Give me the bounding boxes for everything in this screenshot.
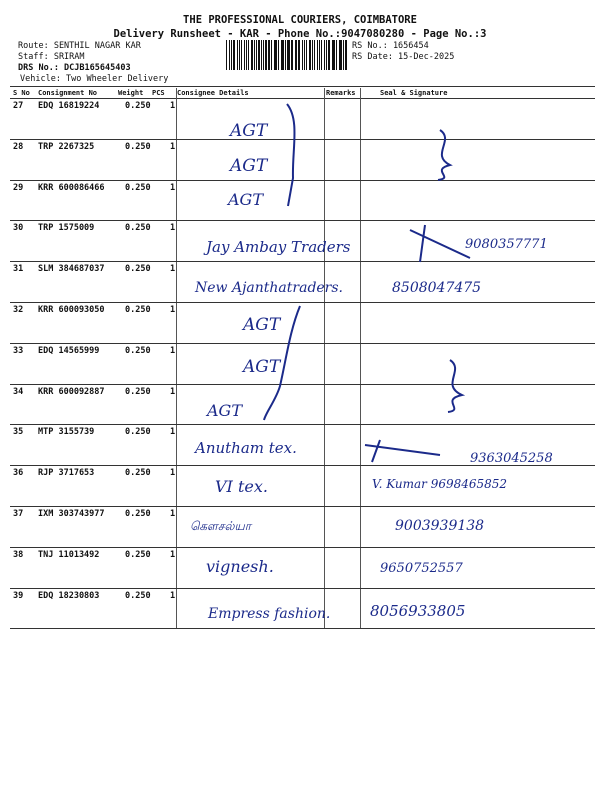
- cell-sno: 31: [13, 264, 24, 275]
- handwriting-consignee: VI tex.: [215, 477, 268, 496]
- cell-weight: 0.250: [125, 590, 151, 601]
- cell-sno: 32: [13, 305, 24, 315]
- cell-weight: 0.250: [125, 223, 151, 234]
- barcode-bar: [282, 40, 283, 70]
- col-seal-signature: Seal & Signature: [380, 89, 448, 97]
- table-row-rule: [10, 220, 595, 221]
- table-row-rule: [10, 261, 595, 262]
- cell-consignment: EDQ 18230803: [38, 590, 100, 601]
- table-row-rule: [10, 384, 595, 385]
- bracket-stroke-top: [287, 104, 295, 206]
- barcode-bar: [233, 40, 235, 70]
- handwriting-consignee: Anutham tex.: [195, 439, 297, 457]
- cell-pcs: 1: [170, 427, 176, 438]
- barcode-bar: [278, 40, 279, 70]
- barcode-bar: [340, 40, 341, 70]
- handwriting-signature: 9080357771: [465, 237, 548, 252]
- handwriting-consignee: AGT: [243, 315, 281, 335]
- col-remarks: Remarks: [326, 89, 356, 97]
- barcode-bar: [241, 40, 242, 70]
- barcode-bar: [302, 40, 303, 70]
- cell-sno: 34: [13, 386, 24, 397]
- cell-weight: 0.250: [125, 386, 151, 397]
- col-consignment: Consignment No: [38, 89, 98, 97]
- barcode-bar: [317, 40, 318, 70]
- barcode-bar: [226, 40, 227, 70]
- bracket-stroke-bottom: [264, 306, 300, 420]
- signature-scribble: [448, 360, 462, 412]
- handwriting-signature: 9363045258: [470, 451, 553, 466]
- barcode-bar: [324, 40, 325, 70]
- table-row-rule: [10, 506, 595, 507]
- barcode-bar: [254, 40, 255, 70]
- barcode-bar: [326, 40, 327, 70]
- cell-sno: 36: [13, 468, 24, 479]
- cell-consignment: EDQ 14565999: [38, 345, 100, 356]
- page-title: THE PROFESSIONAL COURIERS, COIMBATORE: [183, 14, 417, 26]
- barcode-bar: [265, 40, 266, 70]
- barcode-bar: [281, 40, 282, 70]
- table-row-rule: [10, 302, 595, 303]
- barcode-bar: [248, 40, 249, 70]
- handwriting-signature: V. Kumar 9698465852: [372, 477, 508, 491]
- barcode-bar: [306, 40, 307, 70]
- signature-scribble: [410, 225, 470, 262]
- handwriting-signature: 8056933805: [370, 602, 466, 620]
- barcode-bar: [336, 40, 337, 70]
- barcode: [226, 40, 348, 70]
- table-row-rule: [10, 180, 595, 181]
- cell-pcs: 1: [170, 264, 176, 275]
- cell-pcs: 1: [170, 101, 176, 111]
- cell-sno: 37: [13, 509, 24, 519]
- barcode-bar: [333, 40, 334, 70]
- cell-pcs: 1: [170, 590, 176, 601]
- cell-sno: 29: [13, 182, 24, 193]
- barcode-bar: [246, 40, 247, 70]
- handwriting-signature: 9650752557: [380, 561, 463, 576]
- barcode-bar: [299, 40, 300, 70]
- cell-weight: 0.250: [125, 468, 151, 479]
- barcode-bar: [251, 40, 253, 70]
- cell-pcs: 1: [170, 223, 176, 234]
- cell-sno: 38: [13, 549, 24, 560]
- barcode-bar: [328, 40, 330, 70]
- cell-weight: 0.250: [125, 509, 151, 519]
- barcode-bar: [271, 40, 272, 70]
- barcode-bar: [312, 40, 313, 70]
- barcode-bar: [256, 40, 257, 70]
- barcode-bar: [309, 40, 311, 70]
- page-subtitle: Delivery Runsheet - KAR - Phone No.:9047080280 - Page No.:3: [113, 28, 487, 40]
- handwriting-signature: 9003939138: [395, 518, 485, 534]
- drs-number: DRS No.: DCJB165645403: [18, 63, 131, 73]
- signature-scribble: [365, 440, 440, 462]
- barcode-bar: [231, 40, 232, 70]
- handwriting-consignee: கௌசல்யா: [190, 519, 252, 533]
- barcode-bar: [292, 40, 293, 70]
- barcode-bar: [229, 40, 230, 70]
- barcode-bar: [332, 40, 333, 70]
- cell-pcs: 1: [170, 305, 176, 315]
- cell-pcs: 1: [170, 141, 176, 152]
- cell-consignment: KRR 600092887: [38, 386, 105, 397]
- barcode-bar: [314, 40, 315, 70]
- cell-weight: 0.250: [125, 305, 151, 315]
- barcode-bar: [237, 40, 238, 70]
- barcode-bar: [239, 40, 240, 70]
- table-row-rule: [10, 424, 595, 425]
- barcode-bar: [285, 40, 286, 70]
- cell-pcs: 1: [170, 182, 176, 193]
- cell-consignment: KRR 600093050: [38, 305, 105, 315]
- barcode-bar: [244, 40, 245, 70]
- col-sno: S No: [13, 89, 30, 97]
- rs-number: RS No.: 1656454: [352, 41, 429, 51]
- barcode-bar: [319, 40, 320, 70]
- table-row-rule: [10, 139, 595, 140]
- handwriting-signature: 8508047475: [392, 280, 482, 296]
- cell-consignment: SLM 384687037: [38, 264, 105, 275]
- cell-consignment: IXM 303743977: [38, 509, 105, 519]
- cell-consignment: KRR 600086466: [38, 182, 105, 193]
- cell-pcs: 1: [170, 468, 176, 479]
- barcode-bar: [274, 40, 275, 70]
- col-consignee: Consignee Details: [177, 89, 249, 97]
- cell-sno: 33: [13, 345, 24, 356]
- cell-consignment: RJP 3717653: [38, 468, 95, 479]
- handwriting-consignee: AGT: [243, 357, 281, 377]
- table-row-rule: [10, 343, 595, 344]
- table-row-rule: [10, 465, 595, 466]
- cell-consignment: EDQ 16819224: [38, 101, 100, 111]
- handwriting-consignee: AGT: [230, 121, 268, 141]
- table-row-rule: [10, 547, 595, 548]
- barcode-bar: [343, 40, 344, 70]
- cell-sno: 39: [13, 590, 24, 601]
- cell-consignment: TRP 2267325: [38, 141, 95, 152]
- cell-sno: 30: [13, 223, 24, 234]
- handwriting-consignee: Empress fashion.: [208, 606, 331, 622]
- col-pcs: PCS: [152, 89, 165, 97]
- cell-consignment: TRP 1575009: [38, 223, 95, 234]
- cell-weight: 0.250: [125, 182, 151, 193]
- cell-weight: 0.250: [125, 141, 151, 152]
- barcode-bar: [287, 40, 289, 70]
- barcode-bar: [345, 40, 346, 70]
- handwriting-consignee: vignesh.: [206, 557, 274, 576]
- cell-pcs: 1: [170, 345, 176, 356]
- table-top-rule: [10, 86, 595, 87]
- col-weight: Weight: [118, 89, 144, 97]
- table-row-rule: [10, 628, 595, 629]
- signature-scribble: [438, 130, 450, 180]
- barcode-bar: [321, 40, 322, 70]
- barcode-bar: [291, 40, 292, 70]
- cell-sno: 27: [13, 101, 24, 111]
- barcode-bar: [268, 40, 270, 70]
- cell-pcs: 1: [170, 386, 176, 397]
- vehicle-label: Vehicle: Two Wheeler Delivery: [20, 74, 169, 84]
- cell-consignment: TNJ 11013492: [38, 549, 100, 560]
- route-label: Route: SENTHIL NAGAR KAR: [18, 41, 141, 51]
- cell-weight: 0.250: [125, 549, 151, 560]
- table-row-rule: [10, 588, 595, 589]
- handwriting-consignee: New Ajanthatraders.: [195, 280, 344, 296]
- barcode-bar: [298, 40, 299, 70]
- cell-weight: 0.250: [125, 427, 151, 438]
- barcode-bar: [304, 40, 305, 70]
- barcode-bar: [258, 40, 259, 70]
- barcode-bar: [295, 40, 296, 70]
- cell-sno: 35: [13, 427, 24, 438]
- cell-consignment: MTP 3155739: [38, 427, 95, 438]
- barcode-bar: [339, 40, 340, 70]
- barcode-bar: [261, 40, 262, 70]
- handwriting-consignee: AGT: [228, 190, 264, 209]
- cell-pcs: 1: [170, 549, 176, 560]
- cell-pcs: 1: [170, 509, 176, 519]
- cell-weight: 0.250: [125, 264, 151, 275]
- rs-date: RS Date: 15-Dec-2025: [352, 52, 455, 62]
- cell-sno: 28: [13, 141, 24, 152]
- cell-weight: 0.250: [125, 101, 151, 111]
- barcode-bar: [275, 40, 276, 70]
- cell-weight: 0.250: [125, 345, 151, 356]
- handwriting-consignee: AGT: [230, 156, 268, 176]
- barcode-bar: [263, 40, 264, 70]
- staff-label: Staff: SRIRAM: [18, 52, 85, 62]
- handwriting-consignee: AGT: [207, 401, 243, 420]
- table-header-rule: [10, 98, 595, 99]
- handwriting-consignee: Jay Ambay Traders: [206, 238, 351, 256]
